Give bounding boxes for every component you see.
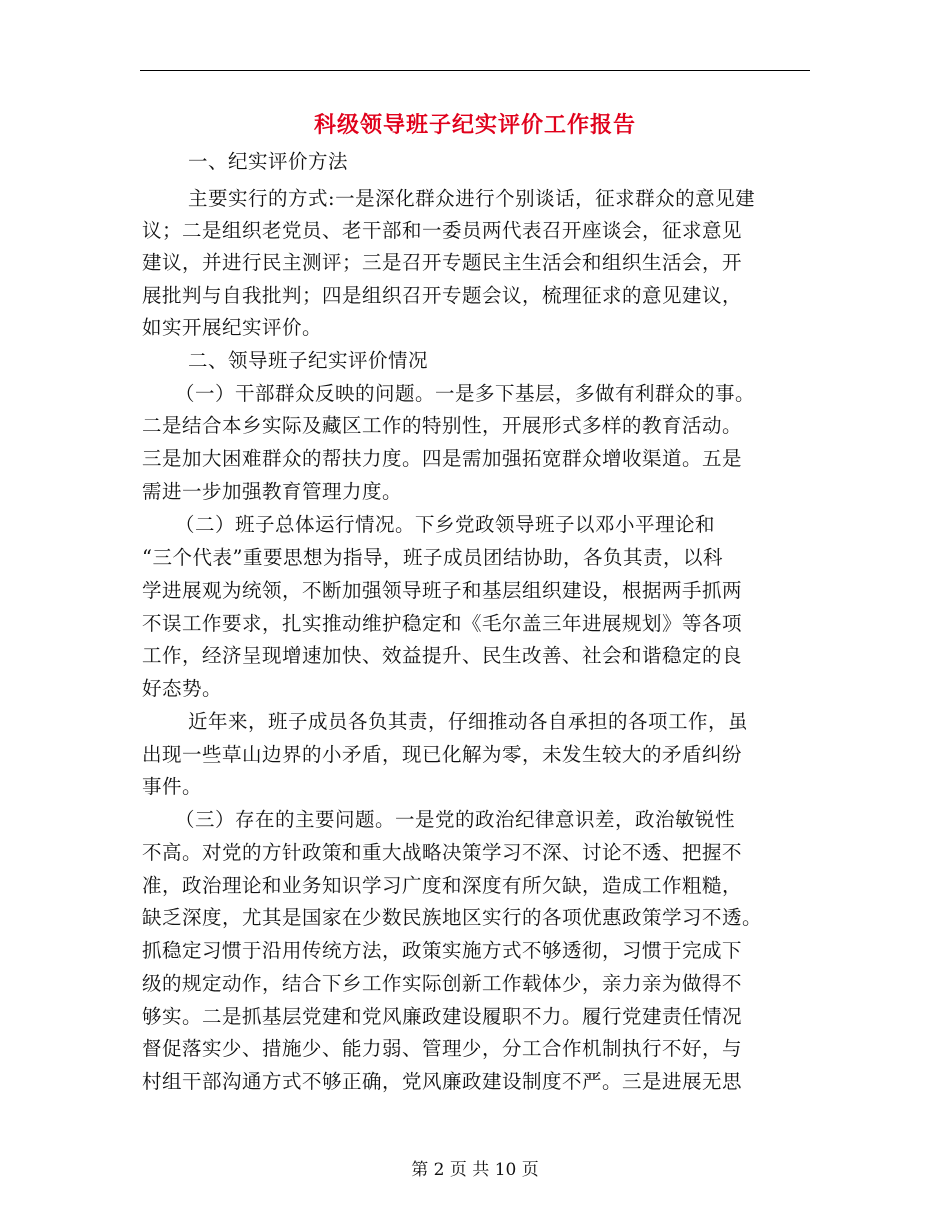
paragraph-line: 出现一些草山边界的小矛盾，现已化解为零，未发生较大的矛盾纠纷: [142, 743, 743, 766]
paragraph-line: 建议，并进行民主测评；三是召开专题民主生活会和组织生活会，开: [142, 251, 743, 274]
document-title: 科级领导班子纪实评价工作报告: [313, 112, 636, 138]
paragraph-line: 主要实行的方式:一是深化群众进行个别谈话，征求群众的意见建: [188, 187, 756, 210]
paragraph-line: 如实开展纪实评价。: [142, 316, 323, 339]
paragraph-line: 准，政治理论和业务知识学习广度和深度有所欠缺，造成工作粗糙，: [142, 874, 743, 897]
paragraph-line: 事件。: [142, 775, 203, 798]
paragraph-line: 近年来，班子成员各负其责，仔细推动各自承担的各项工作，虽: [188, 710, 749, 733]
paragraph-line: 需进一步加强教育管理力度。: [142, 480, 403, 503]
paragraph-line: 不误工作要求，扎实推动维护稳定和《毛尔盖三年进展规划》等各项: [142, 612, 743, 635]
paragraph-line: 三是加大困难群众的帮扶力度。四是需加强拓宽群众增收渠道。五是: [142, 447, 743, 470]
paragraph-line: 学进展观为统领，不断加强领导班子和基层组织建设，根据两手抓两: [142, 579, 743, 602]
paragraph-line: 够实。二是抓基层党建和党风廉政建设履职不力。履行党建责任情况: [142, 1005, 743, 1028]
paragraph-line: 村组干部沟通方式不够正确，党风廉政建设制度不严。三是进展无思: [142, 1070, 743, 1093]
paragraph-line: 级的规定动作，结合下乡工作实际创新工作载体少，亲力亲为做得不: [142, 972, 743, 995]
paragraph-line: “三个代表”重要思想为指导，班子成员团结协助，各负其责，以科: [142, 546, 723, 569]
section-heading: 一、纪实评价方法: [188, 150, 349, 173]
paragraph-line: 督促落实少、措施少、能力弱、管理少，分工合作机制执行不好，与: [142, 1037, 743, 1060]
header-rule: [140, 70, 810, 71]
paragraph-line: 议；二是组织老党员、老干部和一委员两代表召开座谈会，征求意见: [142, 219, 743, 242]
paragraph-line: 缺乏深度，尤其是国家在少数民族地区实行的各项优惠政策学习不透。: [142, 906, 763, 929]
paragraph-line: 二是结合本乡实际及藏区工作的特别性，开展形式多样的教育活动。: [142, 414, 743, 437]
page-number: 第 2 页 共 10 页: [411, 1160, 539, 1180]
paragraph-line: 抓稳定习惯于沿用传统方法，政策实施方式不够透彻，习惯于完成下: [142, 939, 743, 962]
section-heading: 二、领导班子纪实评价情况: [188, 349, 429, 372]
paragraph-line: （一）干部群众反映的问题。一是多下基层，多做有利群众的事。: [175, 382, 756, 405]
paragraph-line: 展批判与自我批判；四是组织召开专题会议，梳理征求的意见建议，: [142, 284, 743, 307]
paragraph-line: （二）班子总体运行情况。下乡党政领导班子以邓小平理论和: [175, 513, 716, 536]
paragraph-line: 工作，经济呈现增速加快、效益提升、民生改善、社会和谐稳定的良: [142, 644, 743, 667]
paragraph-line: 不高。对党的方针政策和重大战略决策学习不深、讨论不透、把握不: [142, 841, 743, 864]
paragraph-line: （三）存在的主要问题。一是党的政治纪律意识差，政治敏锐性: [175, 808, 736, 831]
paragraph-line: 好态势。: [142, 677, 223, 700]
